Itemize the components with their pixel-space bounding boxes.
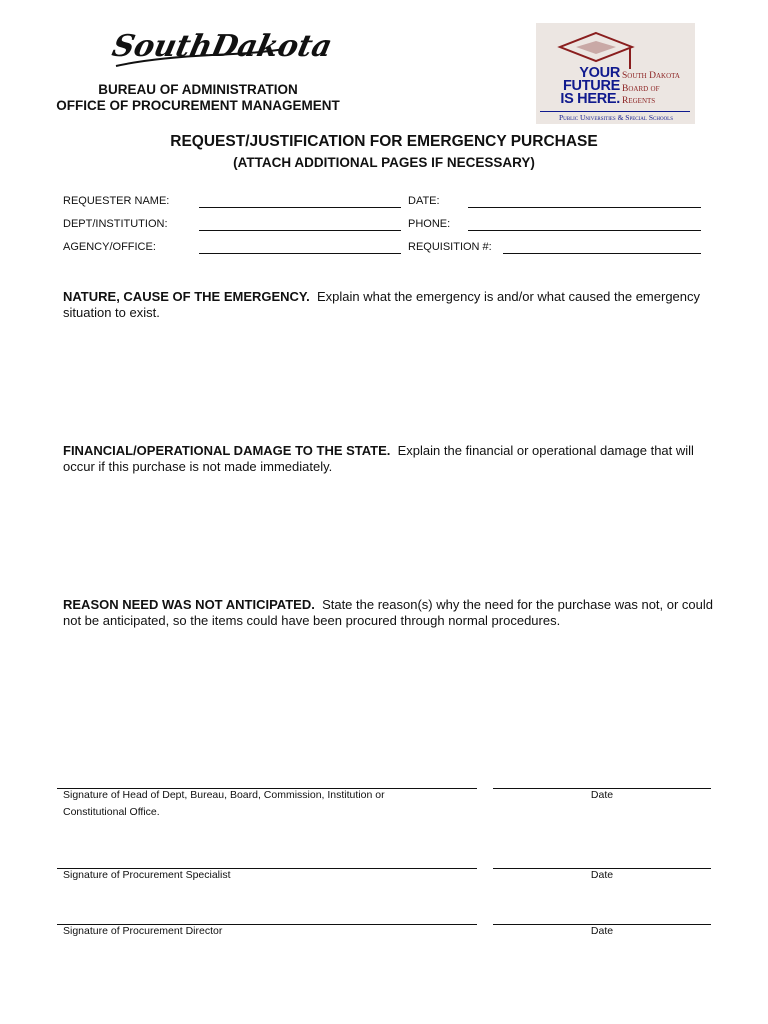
- requisition-label: REQUISITION #:: [408, 241, 492, 253]
- date-caption: Date: [590, 925, 614, 937]
- form-title: REQUEST/JUSTIFICATION FOR EMERGENCY PURCHASE: [170, 133, 598, 150]
- office-name: OFFICE OF PROCUREMENT MANAGEMENT: [56, 98, 340, 113]
- slogan-line-3: IS HERE.: [560, 91, 620, 107]
- phone-field[interactable]: [468, 230, 701, 231]
- section-text: Explain the financial or operational damage that will occur if this purchase is not made immediately.: [63, 443, 694, 474]
- not-anticipated-response-area[interactable]: [63, 638, 713, 773]
- regents-name-line-3: Regents: [622, 96, 656, 106]
- section-financial-damage: [63, 443, 713, 475]
- regents-slogan: [544, 67, 620, 106]
- section-text: Explain what the emergency is and/or what caused the emergency situation to exist.: [63, 289, 701, 320]
- regents-name-line-2: Board of: [622, 83, 660, 94]
- specialist-signature-caption: Signature of Procurement Specialist: [63, 869, 231, 881]
- regents-name-line-1: South Dakota: [622, 71, 680, 81]
- caption-line-1: Signature of Head of Dept, Bureau, Board, Commission, Institution or: [63, 789, 385, 801]
- head-signature-caption: [63, 787, 483, 821]
- agency-office-label: AGENCY/OFFICE:: [63, 241, 156, 253]
- section-not-anticipated: [63, 597, 713, 629]
- section-heading: REASON NEED WAS NOT ANTICIPATED.: [63, 597, 315, 612]
- board-of-regents-logo: [536, 23, 695, 124]
- logo-text: SouthDakota: [109, 29, 336, 64]
- caption-line-2: Constitutional Office.: [63, 806, 160, 818]
- date-caption: Date: [590, 789, 614, 801]
- director-signature-caption: Signature of Procurement Director: [63, 925, 223, 937]
- financial-damage-response-area[interactable]: [63, 484, 713, 584]
- regents-name: [622, 70, 680, 108]
- south-dakota-logo: [109, 22, 336, 74]
- slogan-line-1: YOUR: [579, 65, 620, 81]
- date-label: DATE:: [408, 195, 440, 207]
- regents-footer: Public Universities & Special Schools: [558, 113, 674, 122]
- slogan-line-2: FUTURE: [562, 78, 620, 94]
- requester-name-field[interactable]: [199, 207, 401, 208]
- nature-cause-response-area[interactable]: [63, 330, 713, 430]
- regents-divider: [540, 111, 690, 112]
- dept-institution-label: DEPT/INSTITUTION:: [63, 218, 168, 230]
- date-caption: Date: [590, 869, 614, 881]
- requisition-field[interactable]: [503, 253, 701, 254]
- agency-office-field[interactable]: [199, 253, 401, 254]
- dept-institution-field[interactable]: [199, 230, 401, 231]
- phone-label: PHONE:: [408, 218, 451, 230]
- form-subtitle: (ATTACH ADDITIONAL PAGES IF NECESSARY): [233, 155, 535, 170]
- date-field[interactable]: [468, 207, 701, 208]
- bureau-name: BUREAU OF ADMINISTRATION: [98, 82, 298, 97]
- section-text: State the reason(s) why the need for the purchase was not, or could not be anticipated, so the items could have been procured through normal procedures.: [63, 597, 714, 628]
- section-nature-cause: [63, 289, 713, 321]
- section-heading: FINANCIAL/OPERATIONAL DAMAGE TO THE STATE.: [63, 443, 391, 458]
- section-heading: NATURE, CAUSE OF THE EMERGENCY.: [63, 289, 310, 304]
- requester-name-label: REQUESTER NAME:: [63, 195, 170, 207]
